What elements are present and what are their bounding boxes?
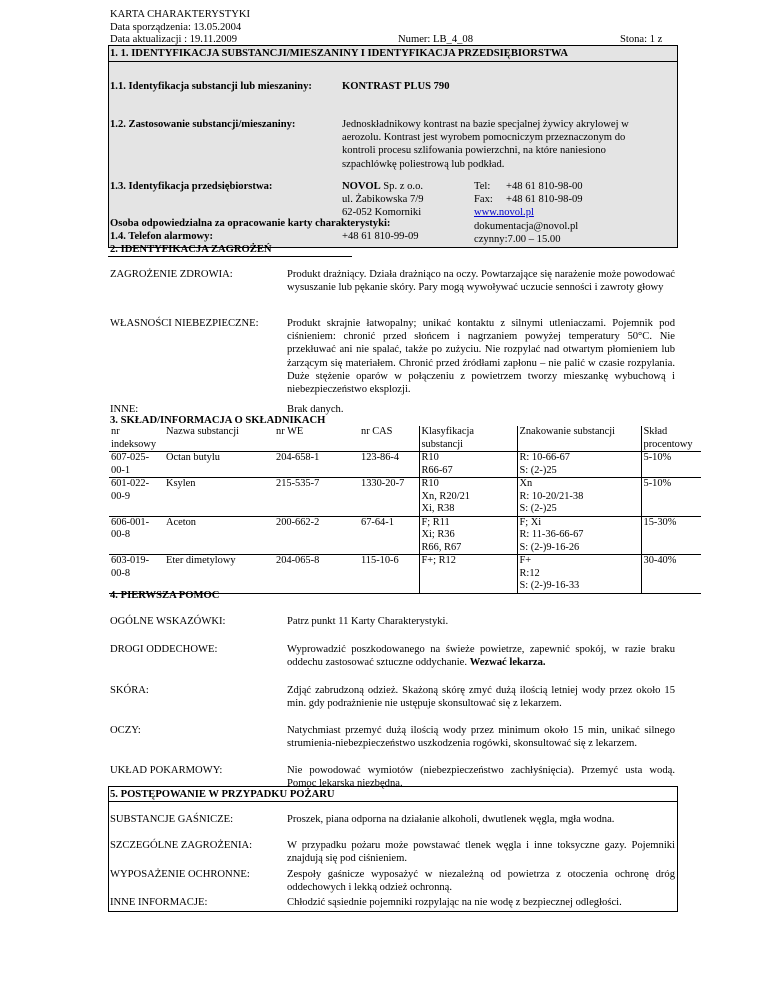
table-row	[109, 452, 701, 478]
office-hours: czynny:7.00 – 15.00	[474, 233, 561, 245]
table-row	[109, 478, 701, 517]
col-index-number: nr indeksowy	[111, 426, 157, 450]
creation-date: Data sporządzenia: 13.05.2004	[110, 21, 242, 33]
fax-label: Fax:	[474, 194, 493, 206]
health-hazard-label: ZAGROŻENIE ZDROWIA:	[110, 269, 233, 280]
eyes-text: Natychmiast przemyć dużą ilością wody przez minimum około 15 min, unikać silnego strumienia-niebezpieczeństwo uszkodzenia rogówki, skonsultować się z lekarzem.	[287, 725, 675, 750]
cell-index: 607-025-00-1	[109, 452, 164, 478]
cell-name: Eter dimetylowy	[164, 555, 274, 594]
cell-percentage: 15-30%	[641, 516, 701, 555]
general-advice-text: Patrz punkt 11 Karty Charakterystyki.	[287, 616, 449, 627]
company-contact	[474, 180, 583, 246]
extinguishing-label: SUBSTANCJE GAŚNICZE:	[110, 814, 234, 825]
update-date: Data aktualizacji : 19.11.2009	[110, 34, 237, 45]
digestive-text: Nie powodować wymiotów (niebezpieczeństwo zachłyśnięcia). Przemyć usta wodą. Pomoc lekarska niezbędna.	[287, 765, 675, 790]
respiratory-label: DROGI ODDECHOWE:	[110, 644, 218, 655]
email-value: dokumentacja@novol.pl	[474, 220, 579, 232]
company-street: ul. Żabikowska 7/9	[342, 194, 424, 206]
dangerous-properties-text: Produkt skrajnie łatwopalny; unikać kontaktu z silnymi utleniaczami. Pojemnik pod ciśnieniem: chronić przed słońcem i nagrzaniem powyżej temperatury 50°C. Nie przekłuwać ani nie spalać, także po zużyciu. Nie rozpylać nad otwartym płomieniem lub żarzącym się materiałem. Chronić przed źródłami zapłonu – nie palić w czasie rozpylania. Duże stężenie oparów w połączeniu z powietrzem tworzy mieszankę wybuchową i niebezpieczeństwo eksplozji.	[287, 318, 675, 396]
cell-cas: 67-64-1	[359, 516, 419, 555]
responsible-person-label: Osoba odpowiedzialna za opracowanie karty charakterystyki:	[110, 218, 391, 229]
col-substance-name: Nazwa substancji	[166, 426, 239, 437]
website-link[interactable]: www.novol.pl	[474, 207, 534, 219]
other-info-label: INNE INFORMACJE:	[110, 897, 208, 908]
use-label: 1.2. Zastosowanie substancji/mieszaniny:	[110, 119, 296, 130]
cell-percentage: 5-10%	[641, 452, 701, 478]
cell-classification: F+; R12	[419, 555, 517, 594]
substance-id-label: 1.1. Identyfikacja substancji lub mieszaniny:	[110, 81, 312, 92]
tel-value: +48 61 810-98-00	[506, 181, 583, 192]
section-1-heading: 1. 1. IDENTYFIKACJA SUBSTANCJI/MIESZANINY I IDENTYFIKACJA PRZEDSIĘBIORSTWA	[110, 48, 568, 59]
other-text: Brak danych.	[287, 404, 344, 415]
cell-percentage: 5-10%	[641, 478, 701, 517]
cell-labelling: F; Xi R: 11-36-66-67 S: (2-)9-16-26	[517, 516, 641, 555]
table-row	[109, 555, 701, 594]
eyes-label: OCZY:	[110, 725, 141, 736]
section-5-heading-rule	[108, 801, 678, 802]
section-3-heading: 3. SKŁAD/INFORMACJA O SKŁADNIKACH	[110, 415, 326, 426]
respiratory-text: Wyprowadzić poszkodowanego na świeże powietrze, zapewnić spokój, w razie braku oddechu zastosować sztuczne oddychanie. Wezwać lekarza.	[287, 644, 675, 669]
cell-we: 200-662-2	[274, 516, 359, 555]
cell-labelling: Xn R: 10-20/21-38 S: (2-)25	[517, 478, 641, 517]
dangerous-properties-label: WŁASNOŚCI NIEBEZPIECZNE:	[110, 318, 259, 329]
health-hazard-text: Produkt drażniący. Działa drażniąco na oczy. Powtarzające się narażenie może powodować wysuszanie lub pękanie skóry. Pary mogą wywoływać uczucie senności i zawroty głowy	[287, 269, 675, 294]
section-5-heading: 5. POSTĘPOWANIE W PRZYPADKU POŻARU	[110, 789, 335, 800]
company-address	[342, 180, 424, 220]
cell-index: 606-001-00-8	[109, 516, 164, 555]
col-classification: Klasyfikacja substancji	[419, 426, 517, 452]
cell-classification: R10 Xn, R20/21 Xi, R38	[419, 478, 517, 517]
col-labelling: Znakowanie substancji	[517, 426, 641, 452]
composition-table	[109, 426, 701, 594]
general-advice-label: OGÓLNE WSKAZÓWKI:	[110, 616, 226, 627]
alarm-phone-value: +48 61 810-99-09	[342, 231, 419, 242]
col-percentage: Skład procentowy	[641, 426, 701, 452]
section-2-heading-rule	[108, 256, 352, 257]
page-number: Stona: 1 z	[620, 34, 663, 45]
cell-we: 215-535-7	[274, 478, 359, 517]
cell-index: 601-022-00-9	[109, 478, 164, 517]
company-name: NOVOL	[342, 181, 381, 192]
call-doctor-text: Wezwać lekarza.	[469, 657, 546, 669]
cell-name: Octan butylu	[164, 452, 274, 478]
protective-equipment-label: WYPOSAŻENIE OCHRONNE:	[110, 869, 250, 880]
alarm-phone-label: 1.4. Telefon alarmowy:	[110, 231, 213, 242]
cell-percentage: 30-40%	[641, 555, 701, 594]
other-label: INNE:	[110, 404, 139, 415]
cell-classification: R10 R66-67	[419, 452, 517, 478]
company-suffix: Sp. z o.o.	[380, 181, 424, 192]
special-hazards-text: W przypadku pożaru może powstawać tlenek węgla i inne toksyczne gazy. Pojemniki znajdują się pod ciśnieniem.	[287, 840, 675, 865]
col-we-number: nr WE	[276, 426, 304, 437]
other-info-text: Chłodzić sąsiednie pojemniki rozpylając na nie wodę z bezpiecznej odległości.	[287, 897, 622, 908]
cell-name: Ksylen	[164, 478, 274, 517]
col-cas-number: nr CAS	[361, 426, 393, 437]
tel-label: Tel:	[474, 181, 491, 192]
use-text: Jednoskładnikowy kontrast na bazie specjalnej żywicy akrylowej w aerozolu. Kontrast jest wyrobem pomocniczym przeznaczonym do kontroli procesu szlifowania powierzchni, na które naniesiono szpachlówkę poliestrową lub podkład.	[342, 119, 629, 170]
company-label: 1.3. Identyfikacja przedsiębiorstwa:	[110, 181, 273, 192]
cell-classification: F; R11 Xi; R36 R66, R67	[419, 516, 517, 555]
document-number: Numer: LB_4_08	[398, 34, 474, 45]
extinguishing-text: Proszek, piana odporna na działanie alkoholi, dwutlenek węgla, mgła wodna.	[287, 814, 615, 825]
cell-cas: 123-86-4	[359, 452, 419, 478]
document-title: KARTA CHARAKTERYSTYKI	[110, 9, 251, 20]
cell-cas: 1330-20-7	[359, 478, 419, 517]
cell-name: Aceton	[164, 516, 274, 555]
document-header	[110, 8, 670, 46]
section-1-heading-rule	[108, 61, 678, 62]
special-hazards-label: SZCZEGÓLNE ZAGROŻENIA:	[110, 840, 253, 851]
section-4-heading: 4. PIERWSZA POMOC	[110, 590, 220, 601]
cell-we: 204-658-1	[274, 452, 359, 478]
cell-labelling: R: 10-66-67 S: (2-)25	[517, 452, 641, 478]
header-meta-row	[110, 33, 670, 46]
cell-labelling: F+ R:12 S: (2-)9-16-33	[517, 555, 641, 594]
section-2-heading: 2. IDENTYFIKACJA ZAGROŻEŃ	[110, 244, 272, 255]
company-city: 62-052 Komorniki	[342, 207, 422, 219]
table-row	[109, 516, 701, 555]
cell-cas: 115-10-6	[359, 555, 419, 594]
fax-value: +48 61 810-98-09	[506, 194, 583, 206]
substance-id-value: KONTRAST PLUS 790	[342, 81, 450, 92]
protective-equipment-text: Zespoły gaśnicze wyposażyć w niezależną od powietrza z otoczenia ochronę dróg oddechowych i lekką odzież ochronną.	[287, 869, 675, 894]
skin-label: SKÓRA:	[110, 685, 149, 696]
cell-we: 204-065-8	[274, 555, 359, 594]
skin-text: Zdjąć zabrudzoną odzież. Skażoną skórę zmyć dużą ilością letniej wody przez około 15 min. gdy podrażnienie nie ustępuje skonsultować się z lekarzem.	[287, 685, 675, 710]
cell-index: 603-019-00-8	[109, 555, 164, 594]
digestive-label: UKŁAD POKARMOWY:	[110, 765, 223, 776]
